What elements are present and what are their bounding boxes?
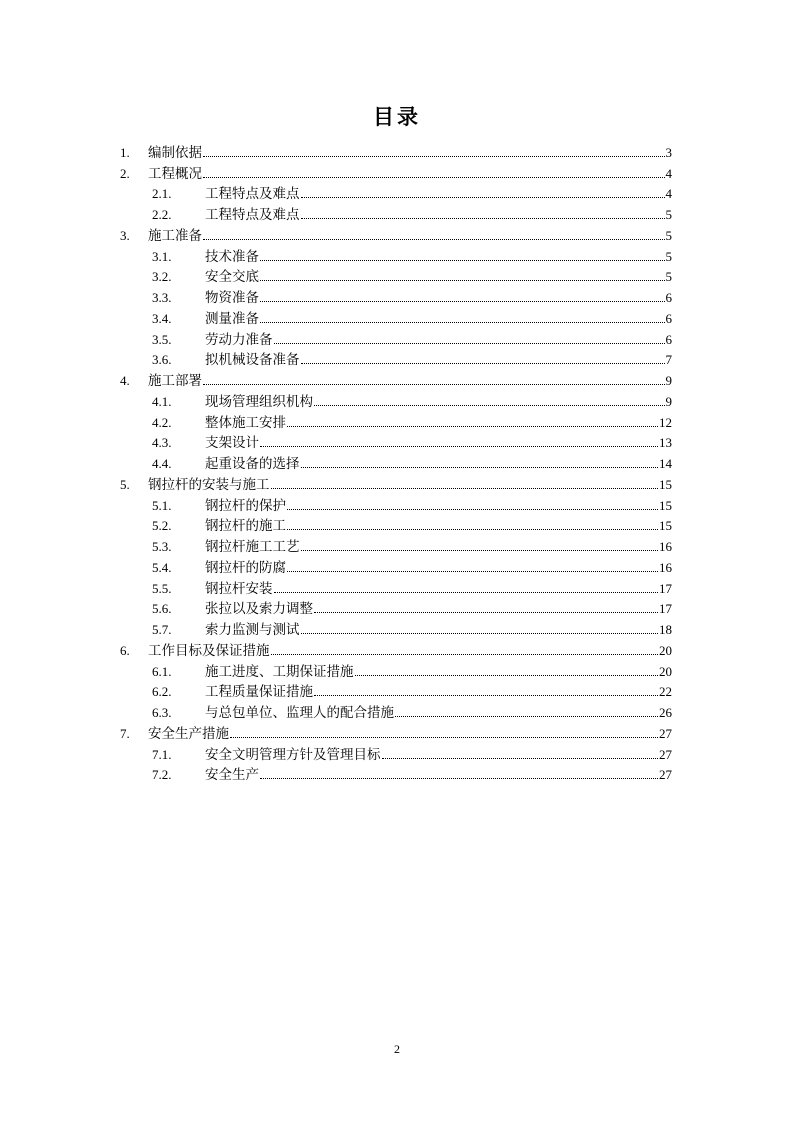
toc-entry-page: 16 <box>659 559 672 575</box>
toc-entry[interactable] <box>152 576 672 597</box>
toc-entry-number: 4.2. <box>152 414 172 430</box>
toc-dot-leader <box>274 592 659 593</box>
toc-entry-number: 7.1. <box>152 746 172 762</box>
toc-entry-title: 整体施工安排 <box>205 414 286 431</box>
toc-entry-number: 5.7. <box>152 622 172 637</box>
toc-entry[interactable] <box>120 638 672 659</box>
toc-dot-leader <box>260 446 658 447</box>
toc-entry[interactable] <box>120 368 672 389</box>
toc-entry-page: 18 <box>659 622 672 637</box>
toc-entry-page: 4 <box>665 165 672 181</box>
toc-entry-page: 26 <box>659 705 672 720</box>
toc-dot-leader <box>260 778 658 779</box>
toc-entry-page: 4 <box>665 186 672 202</box>
toc-entry-title: 工作目标及保证措施 <box>148 642 270 659</box>
toc-entry-title: 物资准备 <box>205 290 259 306</box>
toc-entry[interactable] <box>152 763 672 784</box>
toc-entry-page: 27 <box>659 767 672 783</box>
toc-entry[interactable] <box>152 410 672 431</box>
toc-entry[interactable] <box>152 327 672 348</box>
toc-entry-number: 5.6. <box>152 601 172 617</box>
toc-entry-page: 20 <box>659 642 672 658</box>
toc-entry-page: 5 <box>665 269 672 285</box>
toc-entry-page: 17 <box>659 580 672 596</box>
toc-entry-number: 5.3. <box>152 539 172 554</box>
toc-entry-page: 6 <box>665 310 672 326</box>
toc-entry[interactable] <box>152 680 672 701</box>
toc-entry[interactable] <box>152 431 672 452</box>
toc-entry-title: 张拉以及索力调整 <box>205 601 313 618</box>
toc-entry-number: 2.1. <box>152 186 172 202</box>
toc-entry-page: 5 <box>665 248 672 264</box>
toc-dot-leader <box>260 260 665 261</box>
toc-entry-title: 工程特点及难点 <box>205 186 300 203</box>
toc-entry-page: 13 <box>659 435 672 451</box>
toc-entry-number: 3.2. <box>152 269 172 285</box>
toc-dot-leader <box>203 177 665 178</box>
toc-dot-leader <box>301 467 659 468</box>
toc-entry-title: 钢拉杆施工工艺 <box>205 539 300 555</box>
toc-entry[interactable] <box>120 472 672 493</box>
toc-entry-title: 安全生产 <box>205 767 259 784</box>
toc-entry-page: 5 <box>665 207 672 222</box>
toc-entry-title: 编制依据 <box>148 144 202 161</box>
toc-entry-number: 4.3. <box>152 435 172 451</box>
toc-dot-leader <box>274 343 665 344</box>
toc-entry[interactable] <box>120 721 672 742</box>
toc-entry[interactable] <box>152 182 672 203</box>
toc-entry-title: 起重设备的选择 <box>205 456 300 472</box>
toc-entry[interactable] <box>152 451 672 472</box>
toc-entry-page: 7 <box>665 352 672 368</box>
toc-dot-leader <box>355 675 659 676</box>
toc-entry-number: 5.5. <box>152 580 172 596</box>
toc-entry-number: 6.1. <box>152 663 172 679</box>
toc-entry-number: 3.4. <box>152 310 172 326</box>
toc-entry[interactable] <box>152 265 672 286</box>
toc-entry-page: 22 <box>659 684 672 700</box>
toc-entry-title: 施工进度、工期保证措施 <box>205 663 354 680</box>
toc-entry-title: 索力监测与测试 <box>205 622 300 638</box>
toc-dot-leader <box>314 405 665 406</box>
toc-dot-leader <box>203 384 665 385</box>
toc-dot-leader <box>287 529 658 530</box>
toc-entry-number: 6.2. <box>152 684 172 700</box>
toc-entry-page: 17 <box>659 601 672 617</box>
toc-entry-number: 3. <box>120 227 130 243</box>
toc-entry-number: 6.3. <box>152 705 172 720</box>
toc-entry-page: 15 <box>659 476 672 492</box>
toc-entry-title: 钢拉杆安装 <box>205 580 273 597</box>
toc-entry-number: 4.4. <box>152 456 172 471</box>
toc-entry-number: 7. <box>120 725 130 741</box>
toc-entry-page: 27 <box>659 746 672 762</box>
page-title: 目录 <box>373 105 421 129</box>
toc-entry-number: 3.6. <box>152 352 172 368</box>
toc-entry[interactable] <box>152 348 672 369</box>
toc-entry-title: 钢拉杆的施工 <box>205 518 286 535</box>
toc-entry-title: 钢拉杆的防腐 <box>205 559 286 576</box>
toc-entry-title: 技术准备 <box>205 248 259 265</box>
toc-entry-number: 2.2. <box>152 207 172 222</box>
toc-entry[interactable] <box>152 493 672 514</box>
toc-entry[interactable] <box>152 202 672 223</box>
toc-entry-page: 3 <box>665 144 672 160</box>
toc-entry-title: 安全生产措施 <box>148 725 229 742</box>
toc-dot-leader <box>287 571 658 572</box>
toc-entry[interactable] <box>152 306 672 327</box>
toc-entry-title: 钢拉杆的安装与施工 <box>148 476 270 493</box>
toc-entry-number: 5.4. <box>152 559 172 575</box>
toc-entry-page: 15 <box>659 518 672 534</box>
toc-entry[interactable] <box>152 389 672 410</box>
toc-entry-number: 4.1. <box>152 393 172 409</box>
toc-entry[interactable] <box>152 700 672 721</box>
toc-entry[interactable] <box>152 534 672 555</box>
toc-entry-number: 7.2. <box>152 767 172 783</box>
toc-dot-leader <box>271 488 659 489</box>
toc-entry-title: 工程概况 <box>148 165 202 182</box>
toc-entry[interactable] <box>120 161 672 182</box>
toc-entry-title: 现场管理组织机构 <box>205 393 313 410</box>
toc-entry-number: 5.1. <box>152 497 172 513</box>
toc-entry-title: 拟机械设备准备 <box>205 352 300 369</box>
toc-entry-title: 与总包单位、监理人的配合措施 <box>205 705 394 721</box>
toc-entry-title: 支架设计 <box>205 435 259 452</box>
toc-entry-page: 15 <box>659 497 672 513</box>
toc-entry-number: 5. <box>120 476 130 492</box>
toc-dot-leader <box>301 218 665 219</box>
toc-dot-leader <box>230 737 658 738</box>
toc-dot-leader <box>203 156 665 157</box>
toc-entry[interactable] <box>152 555 672 576</box>
toc-entry-title: 测量准备 <box>205 310 259 327</box>
toc-dot-leader <box>301 633 659 634</box>
toc-entry-title: 钢拉杆的保护 <box>205 497 286 514</box>
toc-dot-leader <box>314 695 658 696</box>
toc-entry-page: 5 <box>665 227 672 243</box>
toc-dot-leader <box>287 426 658 427</box>
toc-entry-page: 20 <box>659 663 672 679</box>
toc-entry[interactable] <box>152 514 672 535</box>
toc-entry-page: 12 <box>659 414 672 430</box>
toc-entry-page: 27 <box>659 725 672 741</box>
toc-dot-leader <box>271 654 659 655</box>
toc-entry-number: 3.3. <box>152 290 172 305</box>
toc-entry[interactable] <box>120 223 672 244</box>
page-number: 2 <box>394 1042 400 1056</box>
toc-entry-number: 3.1. <box>152 248 172 264</box>
toc-dot-leader <box>301 550 659 551</box>
toc-dot-leader <box>301 363 665 364</box>
toc-dot-leader <box>314 612 658 613</box>
toc-entry-title: 工程质量保证措施 <box>205 684 313 701</box>
toc-dot-leader <box>203 239 665 240</box>
toc-entry-title: 施工准备 <box>148 227 202 244</box>
toc-entry-number: 5.2. <box>152 518 172 534</box>
toc-entry-title: 工程特点及难点 <box>205 207 300 223</box>
toc-dot-leader <box>287 509 658 510</box>
toc-entry-title: 安全交底 <box>205 269 259 286</box>
toc-entry-page: 9 <box>665 393 672 409</box>
toc-entry-page: 6 <box>665 290 672 305</box>
toc-dot-leader <box>382 758 659 759</box>
toc-entry[interactable] <box>152 244 672 265</box>
toc-dot-leader <box>260 322 665 323</box>
toc-entry[interactable] <box>152 597 672 618</box>
toc-entry[interactable] <box>152 617 672 638</box>
toc-entry-page: 14 <box>659 456 672 471</box>
toc-entry-page: 6 <box>665 331 672 347</box>
toc-entry-title: 施工部署 <box>148 373 202 389</box>
toc-entry-number: 2. <box>120 165 130 181</box>
toc-entry-number: 4. <box>120 373 130 388</box>
toc-dot-leader <box>395 716 658 717</box>
toc-entry-number: 3.5. <box>152 331 172 347</box>
toc-entry-number: 6. <box>120 642 130 658</box>
toc-entry-number: 1. <box>120 144 130 160</box>
toc-entry-page: 9 <box>665 373 672 388</box>
toc-entry-title: 劳动力准备 <box>205 331 273 348</box>
toc-entry[interactable] <box>152 659 672 680</box>
toc-dot-leader <box>260 280 665 281</box>
toc-dot-leader <box>301 197 665 198</box>
toc-entry[interactable] <box>152 285 672 306</box>
toc-entry[interactable] <box>120 140 672 161</box>
toc-entry-title: 安全文明管理方针及管理目标 <box>205 746 381 763</box>
toc-dot-leader <box>260 301 665 302</box>
toc-entry[interactable] <box>152 742 672 763</box>
toc-entry-page: 16 <box>659 539 672 554</box>
